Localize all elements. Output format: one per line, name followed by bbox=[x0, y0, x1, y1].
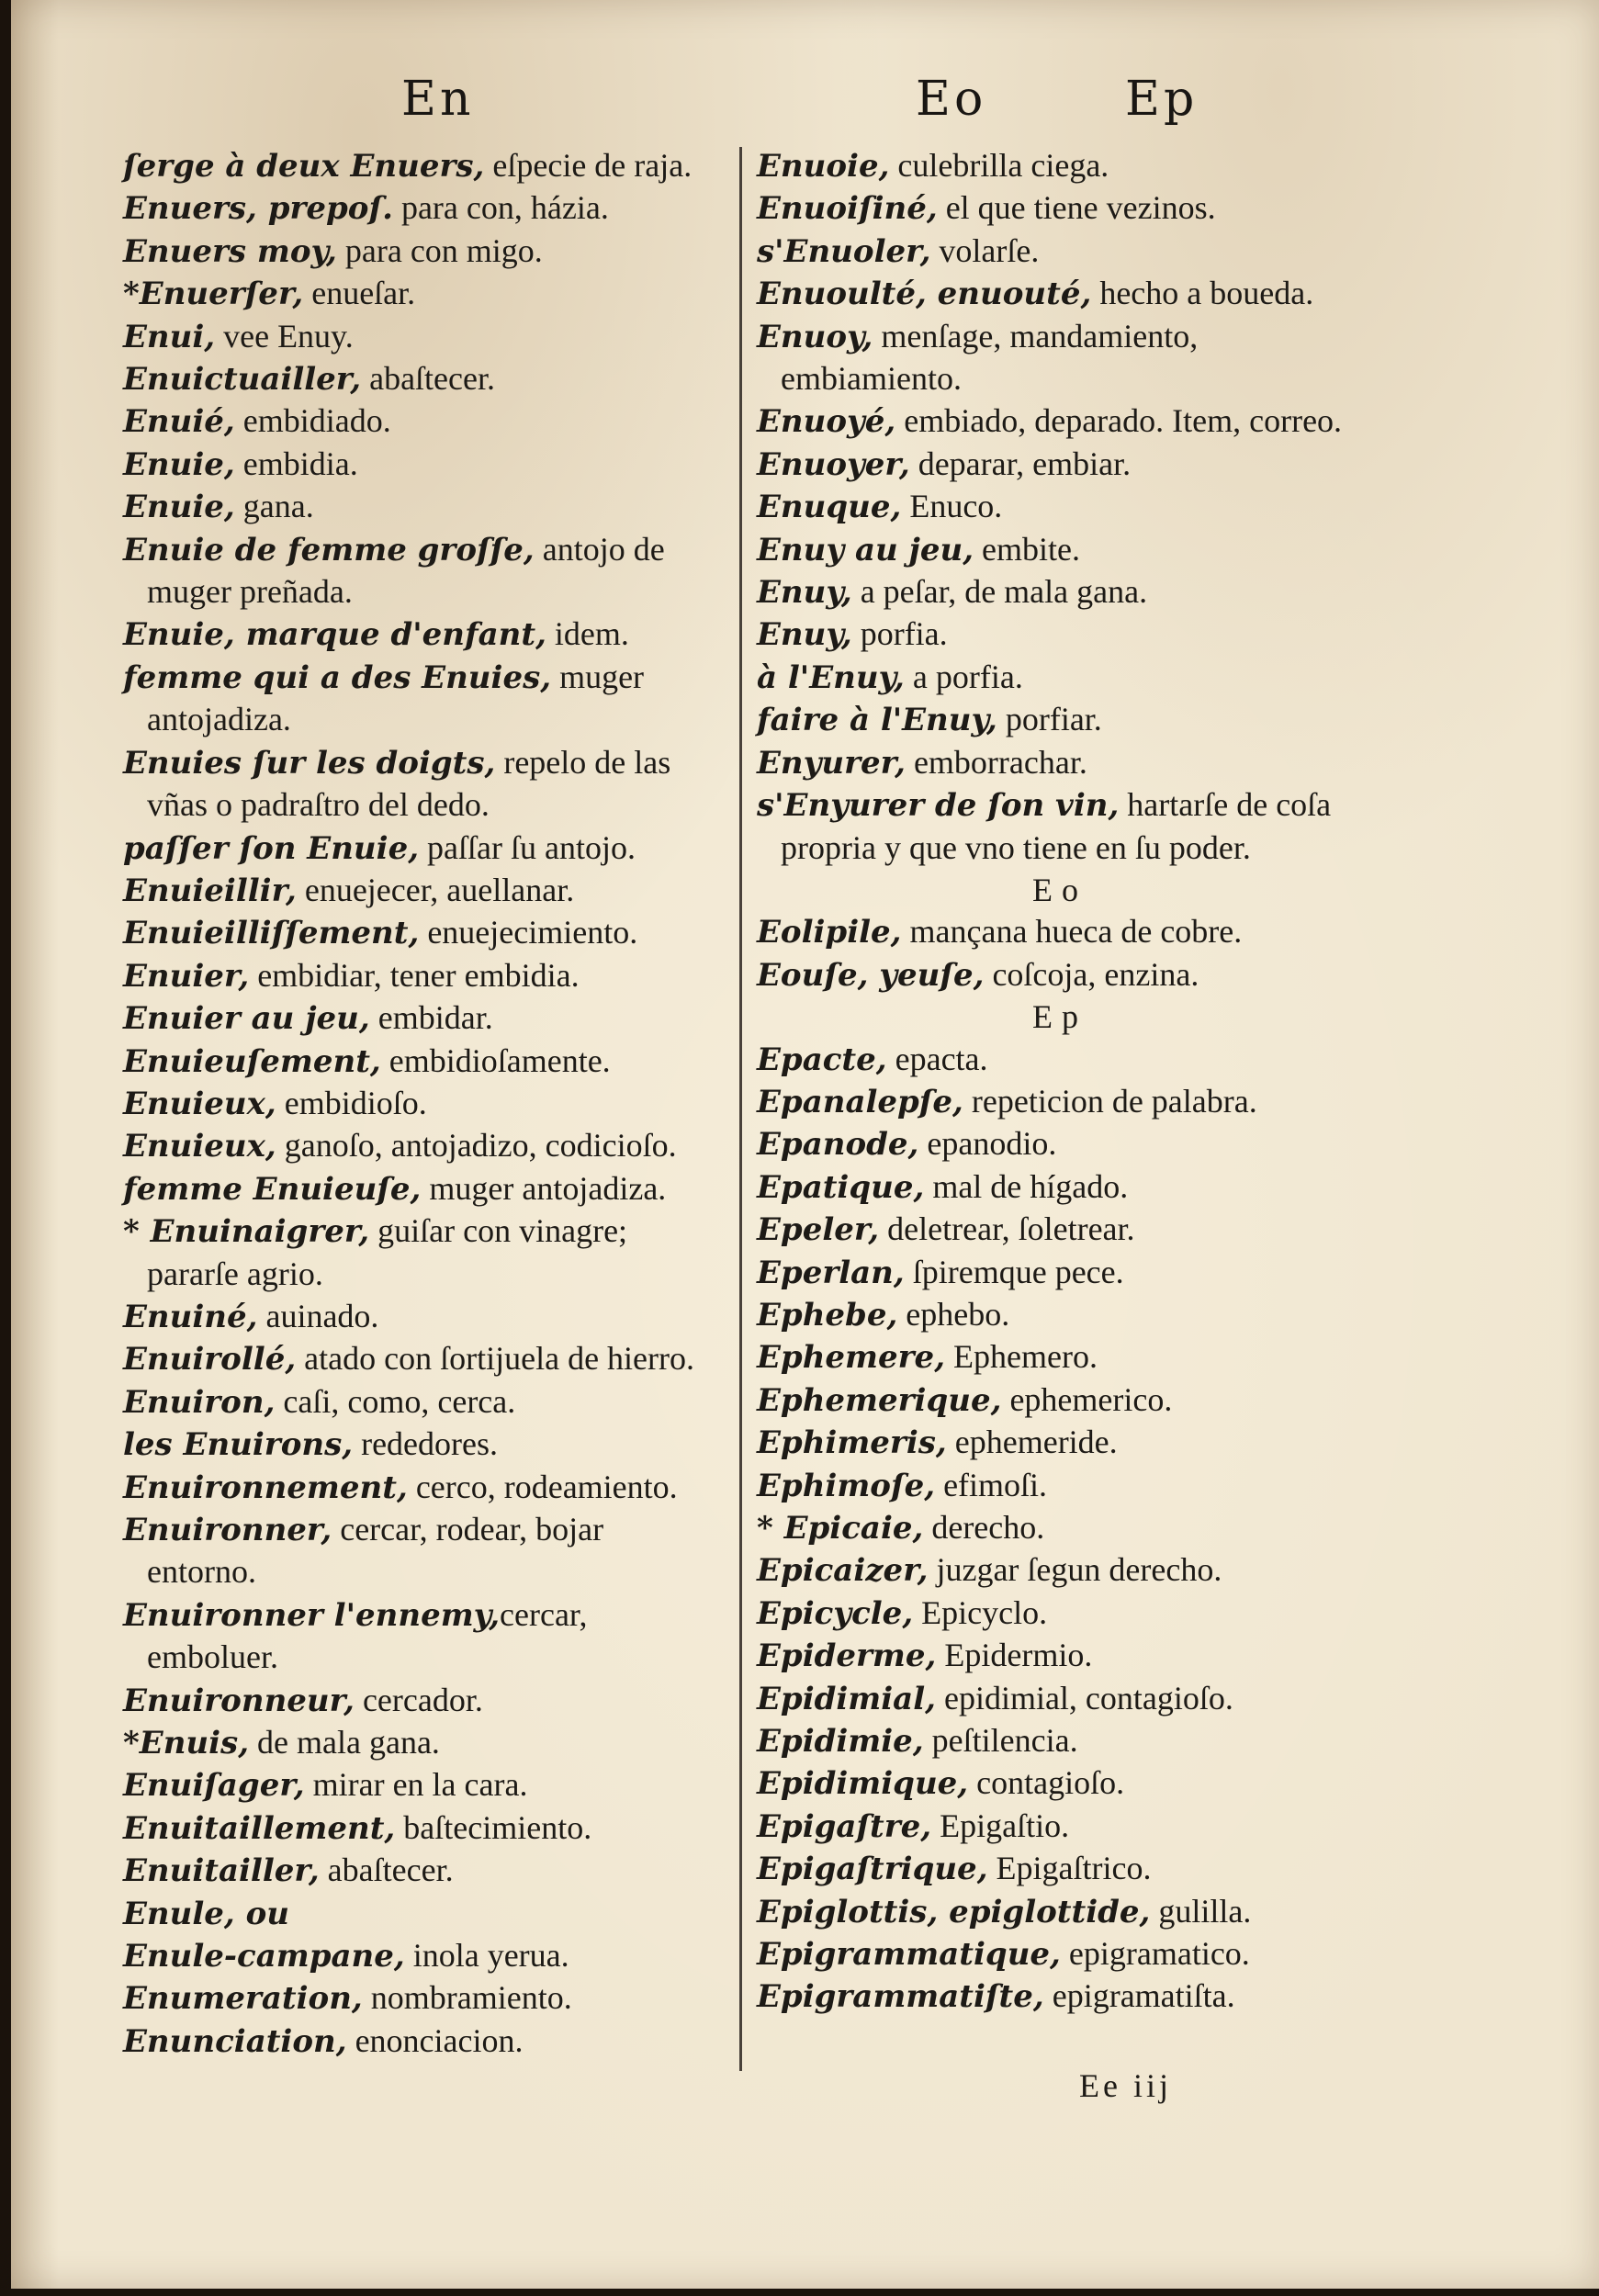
section-heading-ep: Ep bbox=[1032, 998, 1087, 1036]
entry-headword: Enule, ou bbox=[123, 1895, 289, 1932]
entry-headword: Enui, bbox=[123, 318, 216, 355]
entry-definition: embidia. bbox=[234, 445, 358, 482]
dictionary-entry bbox=[757, 1720, 1363, 1762]
entry-headword: Enuieilliſſement, bbox=[123, 915, 420, 952]
entry-definition: hecho a boueda. bbox=[1091, 275, 1314, 312]
entry-definition: coſcoja, enzina. bbox=[984, 955, 1199, 993]
entry-headword: Ephemere, bbox=[757, 1339, 946, 1377]
entry-definition: enueſar. bbox=[303, 275, 416, 312]
entry-headword: Epicycle, bbox=[757, 1594, 914, 1632]
entry-headword: Enuironnement, bbox=[123, 1469, 408, 1506]
entry-headword: Enuoiſiné, bbox=[757, 190, 938, 228]
dictionary-entry bbox=[757, 231, 1363, 273]
entry-definition: atado con ſortijuela de hierro. bbox=[296, 1340, 694, 1378]
entry-headword: Enuoy, bbox=[757, 318, 873, 355]
entry-headword: * Enuinaigrer, bbox=[123, 1213, 370, 1251]
dictionary-entry bbox=[757, 1933, 1363, 1975]
entry-headword: Enuictuailler, bbox=[123, 361, 362, 399]
dictionary-entry bbox=[757, 1891, 1363, 1933]
entry-headword: Eperlan, bbox=[757, 1254, 905, 1291]
entry-definition: paſſar ſu antojo. bbox=[419, 828, 636, 866]
entry-definition: juzgar ſegun derecho. bbox=[928, 1551, 1222, 1589]
entry-definition: vee Enuy. bbox=[215, 317, 354, 355]
dictionary-entry bbox=[123, 1168, 720, 1210]
entry-headword: Enuiné, bbox=[123, 1298, 258, 1335]
running-header-right: Ep bbox=[1125, 72, 1199, 127]
entry-headword: Epigrammatiſte, bbox=[757, 1978, 1044, 2016]
dictionary-entry bbox=[757, 1593, 1363, 1635]
entry-definition: a peſar, de mala gana. bbox=[851, 573, 1148, 611]
dictionary-entry bbox=[757, 954, 1363, 996]
dictionary-entry bbox=[123, 1296, 720, 1338]
entry-headword: Enuitaillement, bbox=[123, 1809, 396, 1847]
dictionary-entry bbox=[757, 571, 1363, 613]
entry-definition: cercar, rodear, bojar entorno. bbox=[147, 1511, 604, 1591]
entry-definition: derecho. bbox=[923, 1509, 1045, 1546]
entry-definition: ganoſo, antojadizo, codicioſo. bbox=[276, 1127, 677, 1165]
entry-headword: Eouſe, yeuſe, bbox=[757, 956, 985, 994]
entry-definition: hartarſe de coſa propria y que vno tiene en ſu poder. bbox=[781, 786, 1332, 866]
entry-definition: para con migo. bbox=[336, 231, 543, 269]
entry-headword: Enuirollé, bbox=[123, 1341, 297, 1379]
dictionary-entry bbox=[123, 145, 720, 187]
entry-definition: Epigaſtrico. bbox=[987, 1850, 1152, 1887]
dictionary-entry bbox=[757, 486, 1363, 528]
entry-definition: gulilla. bbox=[1150, 1892, 1252, 1930]
entry-headword: Enuieillir, bbox=[123, 872, 297, 909]
entry-headword: Enuy au jeu, bbox=[757, 531, 974, 568]
entry-definition: ſpiremque pece. bbox=[904, 1253, 1124, 1290]
entry-headword: Enuieux, bbox=[123, 1128, 276, 1165]
entry-definition: menſage, mandamiento, embiamiento. bbox=[781, 317, 1199, 398]
dictionary-entry bbox=[123, 1509, 720, 1594]
dictionary-entry bbox=[757, 699, 1363, 741]
entry-headword: Enumeration, bbox=[123, 1980, 363, 2018]
entry-headword: Enuieuſement, bbox=[123, 1042, 381, 1080]
dictionary-entry bbox=[757, 1806, 1363, 1848]
dictionary-entry bbox=[123, 1338, 720, 1380]
entry-headword: femme qui a des Enuies, bbox=[123, 658, 552, 696]
entry-headword: * Epicaie, bbox=[757, 1510, 924, 1547]
entry-headword: Enuy, bbox=[757, 574, 852, 612]
entry-headword: Enuoyer, bbox=[757, 445, 910, 483]
dictionary-entry bbox=[757, 1848, 1363, 1890]
dictionary-entry bbox=[757, 1975, 1363, 2018]
dictionary-entry bbox=[757, 657, 1363, 699]
entry-definition: Ephemero. bbox=[945, 1338, 1098, 1376]
book-page bbox=[11, 0, 1599, 2289]
running-header-middle: Eo bbox=[916, 72, 987, 127]
dictionary-entry bbox=[757, 1336, 1363, 1379]
entry-headword: Epacte, bbox=[757, 1041, 887, 1078]
entry-definition: antojo de muger preñada. bbox=[147, 530, 665, 611]
entry-headword: à l'Enuy, bbox=[757, 658, 905, 696]
entry-headword: Enuies ſur les doigts, bbox=[123, 744, 496, 782]
entry-definition: emborrachar. bbox=[905, 743, 1087, 781]
entry-headword: femme Enuieuſe, bbox=[123, 1170, 422, 1208]
entry-headword: faire à l'Enuy, bbox=[757, 702, 997, 739]
entry-definition: nombramiento. bbox=[362, 1979, 572, 2017]
dictionary-entry bbox=[757, 1081, 1363, 1123]
entry-definition: enuejecimiento. bbox=[419, 914, 638, 951]
entry-definition: embidiado. bbox=[234, 402, 391, 440]
right-column bbox=[757, 145, 1363, 2019]
dictionary-entry bbox=[123, 400, 720, 443]
dictionary-entry bbox=[123, 2020, 720, 2063]
dictionary-entry bbox=[123, 1850, 720, 1892]
entry-definition: epanodio. bbox=[918, 1125, 1057, 1163]
entry-headword: ſerge à deux Enuers, bbox=[123, 148, 485, 185]
dictionary-entry bbox=[123, 1594, 720, 1680]
dictionary-entry bbox=[757, 1294, 1363, 1336]
dictionary-entry bbox=[757, 1422, 1363, 1464]
entry-definition: eſpecie de raja. bbox=[484, 147, 693, 184]
entry-headword: Enuier, bbox=[123, 957, 250, 995]
entry-headword: Enyurer, bbox=[757, 744, 906, 782]
entry-headword: Enuie de femme groſſe, bbox=[123, 531, 535, 568]
entry-definition: embite. bbox=[974, 530, 1080, 568]
entry-definition: volarſe. bbox=[930, 231, 1040, 269]
catchword: Ee iij bbox=[1079, 2067, 1172, 2104]
entry-headword: Enuque, bbox=[757, 489, 902, 526]
entry-definition: embidioſo. bbox=[276, 1084, 427, 1121]
section-heading-eo: Eo bbox=[1032, 871, 1087, 908]
dictionary-entry bbox=[123, 1210, 720, 1296]
dictionary-entry bbox=[123, 1893, 720, 1935]
dictionary-entry bbox=[123, 529, 720, 614]
entry-definition: mançana hueca de cobre. bbox=[901, 913, 1243, 951]
entry-definition: contagioſo. bbox=[968, 1764, 1125, 1802]
entry-definition: Epigaſtio. bbox=[931, 1806, 1070, 1844]
entry-definition: a porfia. bbox=[904, 658, 1023, 695]
entry-headword: Epiglottis, epiglottide, bbox=[757, 1893, 1151, 1930]
entry-definition: repeticion de palabra. bbox=[963, 1082, 1257, 1120]
entry-headword: Epigaſtre, bbox=[757, 1807, 932, 1845]
entry-definition: embiado, deparado. Item, correo. bbox=[895, 402, 1343, 440]
dictionary-entry bbox=[123, 1764, 720, 1806]
entry-definition: cercar, emboluer. bbox=[147, 1595, 588, 1676]
entry-definition: cerco, rodeamiento. bbox=[407, 1468, 678, 1505]
entry-definition: efimoſi. bbox=[935, 1466, 1048, 1503]
dictionary-entry bbox=[757, 1123, 1363, 1165]
entry-headword: les Enuirons, bbox=[123, 1426, 354, 1464]
entry-definition: ephebo. bbox=[897, 1295, 1010, 1333]
eo-entries bbox=[757, 911, 1363, 996]
dictionary-entry bbox=[123, 273, 720, 315]
entry-headword: Enuironner l'ennemy, bbox=[123, 1596, 501, 1634]
dictionary-entry bbox=[757, 187, 1363, 230]
entry-headword: Ephebe, bbox=[757, 1296, 898, 1334]
dictionary-entry bbox=[757, 273, 1363, 315]
entry-headword: Enunciation, bbox=[123, 2022, 347, 2060]
entry-definition: enonciacion. bbox=[346, 2021, 524, 2059]
dictionary-entry bbox=[123, 1680, 720, 1722]
dictionary-entry bbox=[757, 784, 1363, 870]
entry-headword: Eolipile, bbox=[757, 914, 902, 951]
entry-definition: repelo de las vñas o padraſtro del dedo. bbox=[147, 743, 671, 824]
dictionary-entry bbox=[123, 1722, 720, 1764]
entry-headword: Ephemerique, bbox=[757, 1381, 1002, 1419]
ep-entries bbox=[757, 1039, 1363, 2019]
dictionary-entry bbox=[757, 529, 1363, 571]
dictionary-entry bbox=[757, 444, 1363, 486]
entry-headword: Enuoyé, bbox=[757, 403, 896, 441]
entry-headword: Epigrammatique, bbox=[757, 1936, 1061, 1974]
column-divider bbox=[739, 147, 742, 2071]
entry-definition: de mala gana. bbox=[249, 1724, 440, 1761]
entry-headword: paſſer ſon Enuie, bbox=[123, 829, 420, 867]
entry-headword: *Enuerſer, bbox=[123, 276, 304, 313]
dictionary-entry bbox=[757, 1039, 1363, 1081]
dictionary-entry bbox=[123, 316, 720, 358]
entry-headword: Enuitailler, bbox=[123, 1852, 320, 1890]
entry-headword: Enuers, prepoſ. bbox=[123, 190, 393, 228]
dictionary-entry bbox=[123, 187, 720, 230]
entry-headword: Epidimique, bbox=[757, 1765, 969, 1803]
entry-definition: embidar. bbox=[369, 999, 493, 1037]
entry-headword: Epicaizer, bbox=[757, 1552, 929, 1590]
entry-headword: Epeler, bbox=[757, 1211, 880, 1249]
dictionary-entry bbox=[757, 1678, 1363, 1720]
dictionary-entry bbox=[757, 316, 1363, 401]
dictionary-entry bbox=[757, 1252, 1363, 1294]
entry-definition: caſi, como, cerca. bbox=[275, 1382, 516, 1420]
entry-definition: ephemerico. bbox=[1001, 1380, 1173, 1418]
dictionary-entry bbox=[757, 911, 1363, 953]
entry-definition: baſtecimiento. bbox=[395, 1808, 592, 1846]
dictionary-entry bbox=[123, 1935, 720, 1977]
dictionary-entry bbox=[123, 1807, 720, 1850]
entry-headword: Epigaſtrique, bbox=[757, 1851, 988, 1888]
dictionary-entry bbox=[757, 1762, 1363, 1805]
entry-definition: Epicyclo. bbox=[913, 1593, 1048, 1631]
dictionary-entry bbox=[123, 1041, 720, 1083]
running-header-left: En bbox=[401, 72, 475, 127]
entry-definition: para con, házia. bbox=[392, 189, 609, 227]
entry-headword: Enuie, bbox=[123, 489, 235, 526]
dictionary-entry bbox=[757, 1507, 1363, 1549]
entry-definition: mal de hígado. bbox=[924, 1167, 1129, 1205]
dictionary-entry bbox=[757, 1166, 1363, 1209]
dictionary-entry bbox=[123, 955, 720, 997]
entry-headword: Enuoie, bbox=[757, 148, 890, 185]
dictionary-entry bbox=[123, 742, 720, 827]
entry-headword: *Enuis, bbox=[123, 1725, 250, 1762]
entry-headword: Ephimeris, bbox=[757, 1424, 947, 1462]
dictionary-entry bbox=[757, 742, 1363, 784]
dictionary-entry bbox=[757, 1379, 1363, 1422]
entry-definition: peſtilencia. bbox=[923, 1722, 1078, 1760]
entry-headword: Enuie, bbox=[123, 445, 235, 483]
entry-headword: s'Enuoler, bbox=[757, 232, 931, 270]
right-column-entries bbox=[757, 145, 1363, 870]
entry-headword: Enuié, bbox=[123, 403, 235, 441]
entry-definition: rededores. bbox=[353, 1425, 499, 1463]
entry-definition: embidioſamente. bbox=[380, 1041, 611, 1079]
entry-definition: culebrilla ciega. bbox=[889, 147, 1109, 184]
entry-definition: cercador. bbox=[354, 1681, 483, 1718]
entry-definition: el que tiene vezinos. bbox=[937, 189, 1216, 227]
dictionary-entry bbox=[123, 1424, 720, 1466]
entry-definition: abaſtecer. bbox=[319, 1851, 454, 1889]
entry-definition: epacta. bbox=[886, 1040, 988, 1077]
entry-definition: guiſar con vinagre; pararſe agrio. bbox=[147, 1212, 628, 1292]
entry-definition: gana. bbox=[234, 488, 314, 525]
entry-headword: Enuironner, bbox=[123, 1512, 332, 1548]
entry-headword: s'Enyurer de ſon vin, bbox=[757, 787, 1120, 825]
entry-definition: Enuco. bbox=[901, 488, 1003, 525]
entry-definition: ephemeride. bbox=[946, 1424, 1118, 1461]
entry-headword: Epanalepſe, bbox=[757, 1083, 963, 1120]
entry-definition: porfiar. bbox=[997, 701, 1102, 738]
entry-definition: muger antojadiza. bbox=[147, 658, 645, 738]
dictionary-entry bbox=[123, 444, 720, 486]
dictionary-entry bbox=[757, 1635, 1363, 1677]
entry-headword: Enuier au jeu, bbox=[123, 1000, 370, 1038]
left-column bbox=[123, 145, 720, 2063]
entry-definition: idem. bbox=[546, 615, 629, 653]
dictionary-entry bbox=[123, 486, 720, 528]
entry-definition: deletrear, ſoletrear. bbox=[879, 1210, 1135, 1248]
entry-headword: Enuiron, bbox=[123, 1383, 276, 1421]
dictionary-entry bbox=[123, 870, 720, 912]
dictionary-entry bbox=[123, 912, 720, 954]
dictionary-entry bbox=[123, 358, 720, 400]
entry-headword: Enule-campane, bbox=[123, 1938, 405, 1975]
dictionary-entry bbox=[123, 997, 720, 1040]
entry-headword: Epatique, bbox=[757, 1168, 925, 1206]
dictionary-entry bbox=[757, 1549, 1363, 1592]
dictionary-entry bbox=[757, 1465, 1363, 1507]
entry-headword: Epidimial, bbox=[757, 1680, 936, 1717]
entry-headword: Enuers moy, bbox=[123, 232, 337, 270]
entry-headword: Enuie, marque d'enfant, bbox=[123, 616, 546, 654]
entry-definition: muger antojadiza. bbox=[421, 1169, 667, 1207]
entry-definition: deparar, embiar. bbox=[909, 445, 1132, 482]
dictionary-entry bbox=[757, 613, 1363, 656]
entry-definition: epigramatiſta. bbox=[1043, 1977, 1235, 2015]
entry-definition: epigramatico. bbox=[1060, 1935, 1250, 1973]
dictionary-entry bbox=[757, 400, 1363, 443]
entry-headword: Enuiſager, bbox=[123, 1767, 305, 1805]
dictionary-entry bbox=[757, 1209, 1363, 1251]
dictionary-entry bbox=[123, 657, 720, 742]
entry-definition: embidiar, tener embidia. bbox=[249, 956, 580, 994]
dictionary-entry bbox=[123, 1977, 720, 2020]
entry-definition: epidimial, contagioſo. bbox=[935, 1679, 1233, 1716]
entry-definition: mirar en la cara. bbox=[304, 1766, 528, 1804]
dictionary-entry bbox=[757, 145, 1363, 187]
dictionary-entry bbox=[123, 1467, 720, 1509]
entry-headword: Enuironneur, bbox=[123, 1682, 355, 1719]
entry-headword: Enuy, bbox=[757, 616, 852, 654]
entry-headword: Enuoulté, enuouté, bbox=[757, 276, 1092, 313]
dictionary-entry bbox=[123, 1125, 720, 1167]
entry-definition: inola yerua. bbox=[404, 1937, 569, 1975]
entry-headword: Epidimie, bbox=[757, 1723, 924, 1761]
dictionary-entry bbox=[123, 613, 720, 656]
entry-headword: Ephimoſe, bbox=[757, 1467, 936, 1504]
entry-definition: Epidermio. bbox=[936, 1637, 1093, 1674]
entry-definition: enuejecer, auellanar. bbox=[296, 871, 575, 908]
entry-headword: Epiderme, bbox=[757, 1638, 937, 1675]
entry-definition: porfia. bbox=[851, 615, 948, 653]
entry-definition: auinado. bbox=[257, 1297, 379, 1334]
dictionary-entry bbox=[123, 1381, 720, 1424]
entry-definition: abaſtecer. bbox=[361, 360, 495, 398]
entry-headword: Epanode, bbox=[757, 1126, 919, 1164]
dictionary-entry bbox=[123, 827, 720, 870]
dictionary-entry bbox=[123, 1083, 720, 1125]
dictionary-entry bbox=[123, 231, 720, 273]
entry-headword: Enuieux, bbox=[123, 1085, 276, 1122]
